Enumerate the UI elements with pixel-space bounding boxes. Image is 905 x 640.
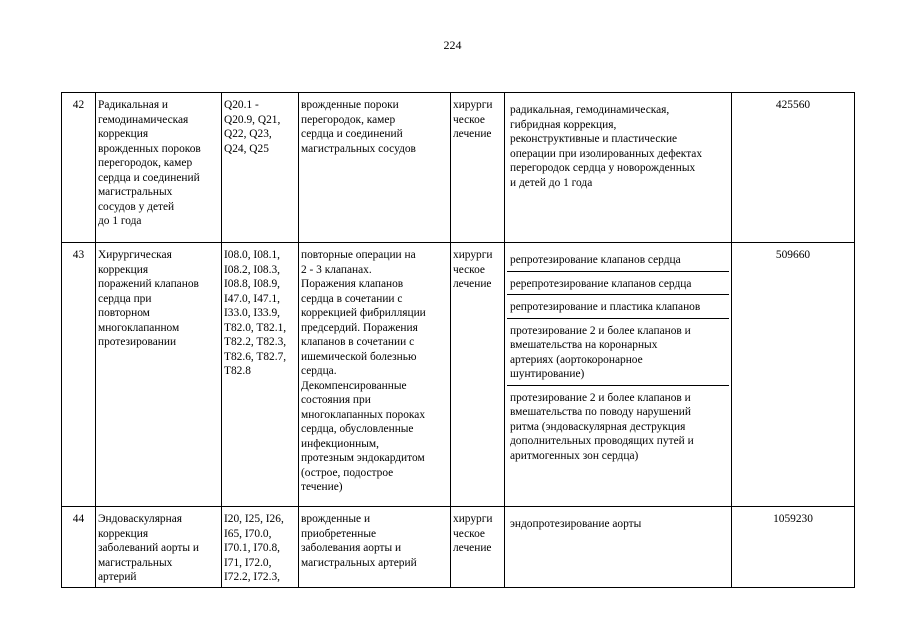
- icd-codes: Q20.1 - Q20.9, Q21, Q22, Q23, Q24, Q25: [222, 93, 299, 243]
- procedure-name: Радикальная и гемодинамическая коррекция врожденных пороков перегородок, камер сердца и соединений магистральных сосудов у детей до 1 года: [96, 93, 222, 243]
- method-item: ререпротезирование клапанов сердца: [507, 272, 729, 296]
- row-number: 43: [62, 243, 96, 507]
- patient-model: повторные операции на 2 - 3 клапанах. Поражения клапанов сердца в сочетании с коррекцией фибрилляции предсердий. Поражения клапанов в сочетании с ишемической болезнью сердца. Декомпенсированные состояния при многоклапанных пороках сердца, обусловленные инфекционным, протезным эндокардитом (острое, подострое течение): [299, 243, 451, 507]
- price: 425560: [732, 93, 855, 243]
- method-item: радикальная, гемодинамическая, гибридная коррекция, реконструктивные и пластические операции при изолированных дефектах перегородок сердца у новорожденных и детей до 1 года: [510, 104, 703, 189]
- treatment-methods: [505, 243, 732, 507]
- method-item: эндопротезирование аорты: [510, 518, 642, 530]
- services-table: [61, 92, 855, 588]
- method-item: протезирование 2 и более клапанов и вмешательства по поводу нарушений ритма (эндоваскулярная деструкция дополнительных проводящих путей и аритмогенных зон сердца): [510, 391, 694, 462]
- method-item: репротезирование и пластика клапанов: [507, 295, 729, 319]
- row-number: 44: [62, 507, 96, 588]
- treatment-type: хирурги ческое лечение: [451, 93, 505, 243]
- method-item: репротезирование клапанов сердца: [507, 248, 729, 272]
- price: 509660: [732, 243, 855, 507]
- table-row: [62, 243, 855, 507]
- treatment-type: хирурги ческое лечение: [451, 243, 505, 507]
- icd-codes: I08.0, I08.1, I08.2, I08.3, I08.8, I08.9, I47.0, I47.1, I33.0, I33.9, T82.0, T82.1, T82.2, T82.3, T82.6, T82.7, T82.8: [222, 243, 299, 507]
- patient-model: врожденные пороки перегородок, камер сердца и соединений магистральных сосудов: [299, 93, 451, 243]
- treatment-type: хирурги ческое лечение: [451, 507, 505, 588]
- procedure-name: Эндоваскулярная коррекция заболеваний аорты и магистральных артерий: [96, 507, 222, 588]
- patient-model: врожденные и приобретенные заболевания аорты и магистральных артерий: [299, 507, 451, 588]
- treatment-methods: [505, 93, 732, 243]
- table-row: [62, 507, 855, 588]
- procedure-name: Хирургическая коррекция поражений клапанов сердца при повторном многоклапанном протезировании: [96, 243, 222, 507]
- row-number: 42: [62, 93, 96, 243]
- table-row: [62, 93, 855, 243]
- icd-codes: I20, I25, I26, I65, I70.0, I70.1, I70.8, I71, I72.0, I72.2, I72.3,: [222, 507, 299, 588]
- page-number: 224: [443, 38, 462, 52]
- method-item: протезирование 2 и более клапанов и вмешательства на коронарных артериях (аортокоронарное шунтирование): [507, 319, 729, 386]
- treatment-methods: [505, 507, 732, 588]
- price: 1059230: [732, 507, 855, 588]
